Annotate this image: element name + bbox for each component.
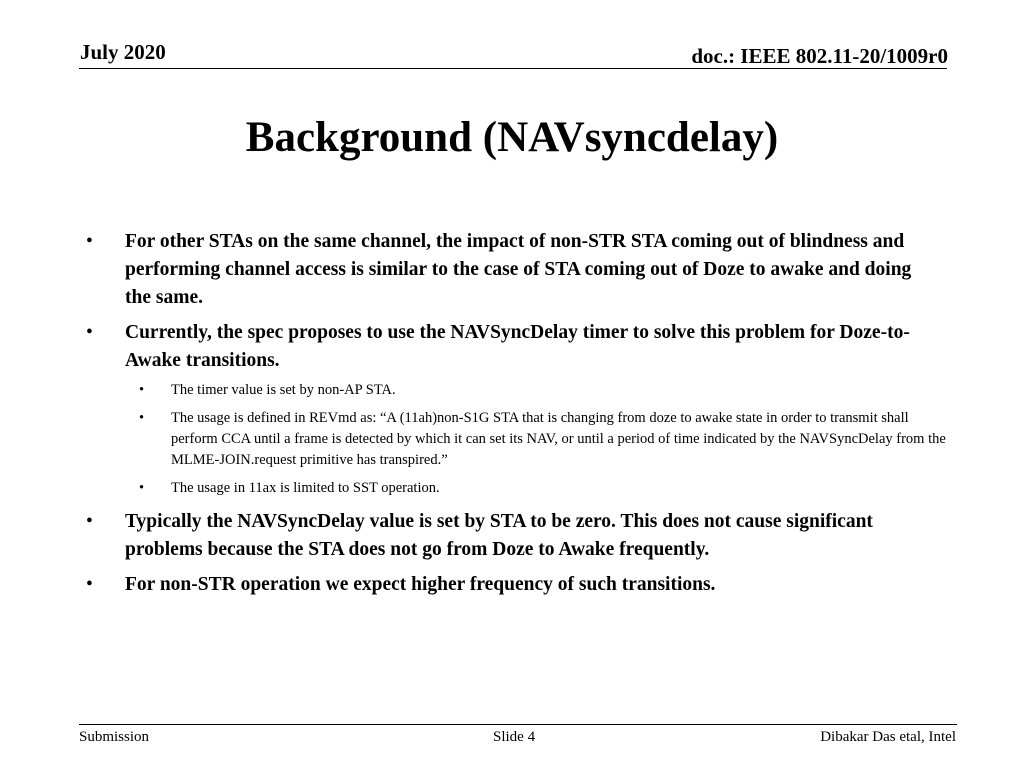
sub-bullet-list — [0, 380, 1024, 499]
bullet-item — [0, 319, 935, 375]
header-date: July 2020 — [80, 40, 166, 64]
bullet-icon: • — [86, 511, 93, 532]
sub-bullet-icon: • — [139, 410, 145, 426]
bullet-text: For other STAs on the same channel, the impact of non-STR STA coming out of blindness and performing channel access is similar to the case of STA coming out of Doze to awake and doing the same. — [125, 231, 912, 308]
footer-author: Dibakar Das etal, Intel — [820, 729, 956, 745]
bullet-icon: • — [86, 322, 93, 343]
header-divider — [79, 68, 947, 69]
sub-bullet-item — [0, 478, 951, 499]
footer-divider — [79, 724, 957, 725]
bullet-text: Currently, the spec proposes to use the NAVSyncDelay timer to solve this problem for Doze-to-Awake transitions. — [125, 322, 910, 371]
bullet-text: For non-STR operation we expect higher frequency of such transitions. — [125, 574, 716, 595]
bullet-icon: • — [86, 231, 93, 252]
sub-bullet-text: The usage in 11ax is limited to SST operation. — [171, 480, 440, 496]
footer-slide-number: Slide 4 — [493, 729, 536, 745]
sub-bullet-text: The timer value is set by non-AP STA. — [171, 382, 396, 398]
sub-bullet-icon: • — [139, 480, 145, 496]
bullet-item — [0, 571, 935, 599]
slide-title: Background (NAVsyncdelay) — [245, 114, 779, 161]
slide-body — [0, 228, 1024, 606]
sub-bullet-item — [0, 408, 951, 471]
bullet-item — [0, 508, 935, 564]
bullet-icon: • — [86, 574, 93, 595]
footer-submission: Submission — [79, 729, 150, 745]
bullet-item — [0, 228, 935, 312]
sub-bullet-item — [0, 380, 951, 401]
bullet-text: Typically the NAVSyncDelay value is set by STA to be zero. This does not cause significant problems because the STA does not go from Doze to Awake frequently. — [125, 511, 873, 560]
sub-bullet-icon: • — [139, 382, 145, 398]
header-doc-id: doc.: IEEE 802.11-20/1009r0 — [691, 44, 948, 68]
sub-bullet-text: The usage is defined in REVmd as: “A (11ah)non-S1G STA that is changing from doze to awake state in order to transmit shall perform CCA until a frame is detected by which it can set its NAV, or until a period of time indicated by the NAVSyncDelay from the MLME-JOIN.request primitive has transpired.” — [171, 410, 946, 468]
